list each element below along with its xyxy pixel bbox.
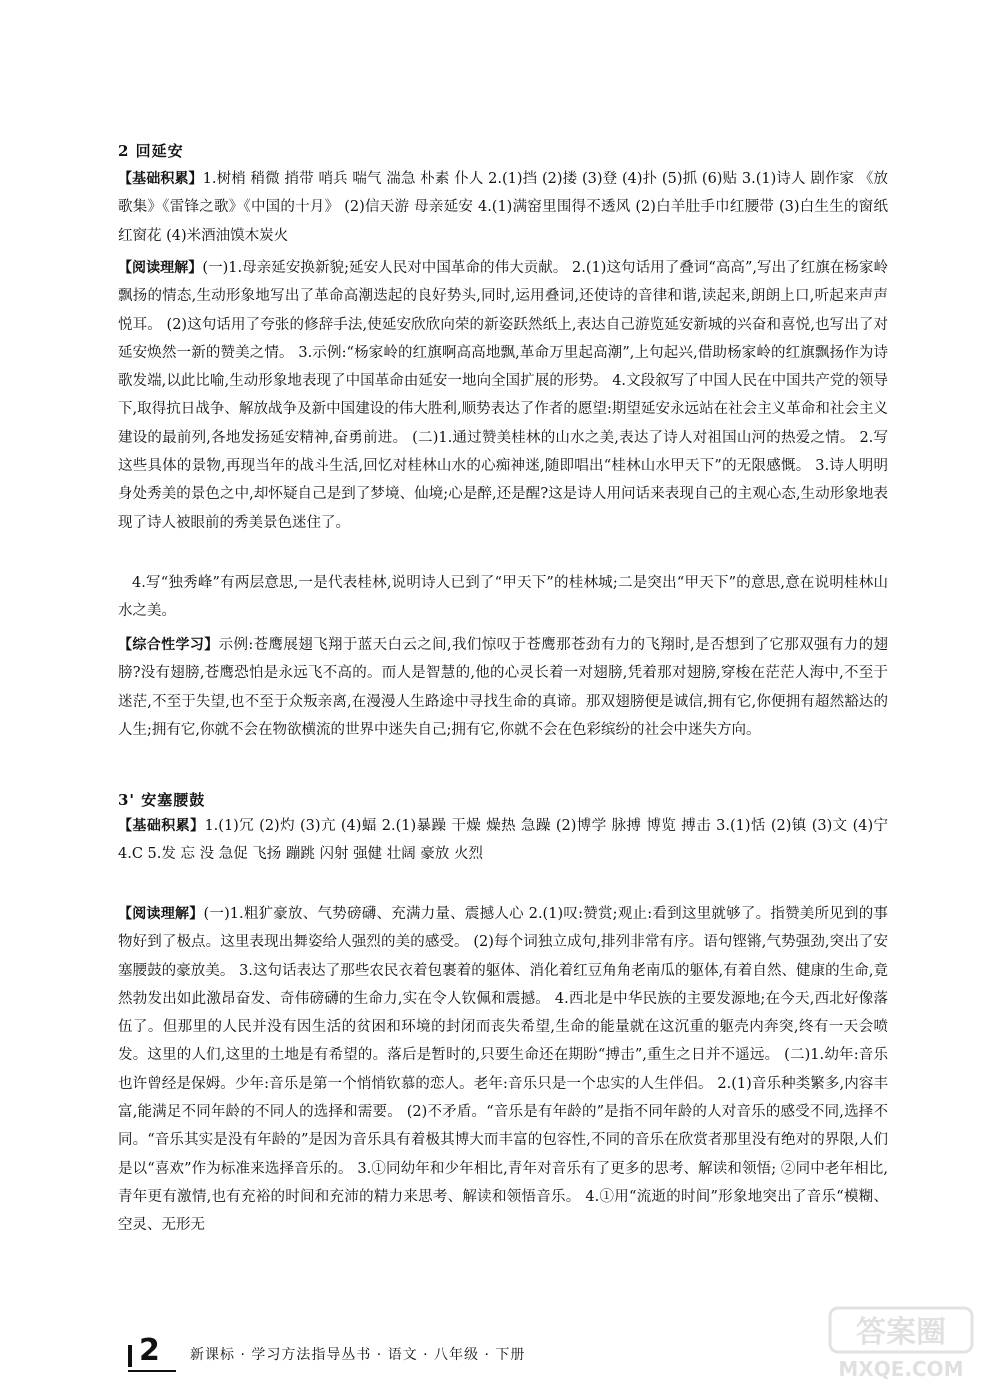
yuedu-text: (一)1.母亲延安换新貌;延安人民对中国革命的伟大贡献。 2.(1)这句话用了叠词“高高”,写出了红旗在杨家岭飘扬的情态,生动形象地写出了革命高潮迭起的良好势头,同时,运用叠词,还使诗的音律和谐,读起来,朗朗上口,听起来声声悦耳。 (2)这句话用了夸张的修辞手法,使延安欣欣向荣的新姿跃然纸上,表达自己游览延安新城的兴奋和喜悦,也写出了对延安焕然一新的赞美之情。 3.示例:“杨家岭的红旗啊高高地飘,革命万里起高潮”,上句起兴,借助杨家岭的红旗飘扬作为诗歌发端,以此比喻,生动形象地表现了中国革命由延安一地向全国扩展的形势。 4.文段叙写了中国人民在中国共产党的领导下,取得抗日战争、解放战争及新中国建设的伟大胜利,顺势表达了作者的愿望:期望延安永远站在社会主义革命和社会主义建设的最前列,各地发扬延安精神,奋勇前进。 (二)1.通过赞美桂林的山水之美,表达了诗人对祖国山河的热爱之情。 2.写这些具体的景物,再现当年的战斗生活,回忆对桂林山水的心痴神迷,随即唱出“桂林山水甲天下”的无限感慨。 3.诗人明明身处秀美的景色之中,却怀疑自己是到了梦境、仙境;心是醉,还是醒?这是诗人用问话来表现自己的主观心态,生动形象地表现了诗人被眼前的秀美景色迷住了。 (118, 260, 889, 531)
section-3-jichu (118, 812, 888, 869)
footer-underline (128, 1370, 176, 1372)
zonghe-text: 示例:苍鹰展翅飞翔于蓝天白云之间,我们惊叹于苍鹰那苍劲有力的飞翔时,是否想到了它那双强有力的翅膀?没有翅膀,苍鹰恐怕是永远飞不高的。而人是智慧的,他的心灵长着一对翅膀,凭着那对翅膀,穿梭在茫茫人海中,不至于迷茫,不至于失望,也不至于众叛亲离,在漫漫人生路途中寻找生命的真谛。那双翅膀便是诚信,拥有它,你便拥有超然豁达的人生;拥有它,你就不会在物欲横流的世界中迷失自己;拥有它,你就不会在色彩缤纷的社会中迷失方向。 (118, 637, 889, 738)
section-2-zonghe (118, 631, 888, 744)
section-2-yuedu (118, 254, 888, 537)
book-title: 新课标 · 学习方法指导丛书 · 语文 · 八年级 · 下册 (190, 1347, 526, 1363)
yuedu-tag-3: 【阅读理解】 (118, 906, 204, 922)
watermark-logo-text: 答案圈 (856, 1315, 946, 1350)
jichu-tag: 【基础积累】 (118, 171, 203, 187)
jichu-text-3: 1.(1)冗 (2)灼 (3)亢 (4)蝠 2.(1)暴躁 干燥 燥热 急躁 (2)博学 脉搏 博览 搏击 3.(1)恬 (2)镇 (3)文 (4)宁 4.C 5.发 忘 没 急促 飞扬 蹦跳 闪射 强健 壮阔 豪放 火烈 (118, 818, 889, 863)
section-2-yuedu-q4: 4.写“独秀峰”有两层意思,一是代表桂林,说明诗人已到了“甲天下”的桂林城;二是突出“甲天下”的意思,意在说明桂林山水之美。 (118, 575, 888, 620)
section-2-title: 2 回延安 (118, 142, 184, 160)
page-number: 2 (139, 1333, 160, 1368)
footer-bar (128, 1345, 132, 1367)
jichu-tag-3: 【基础积累】 (118, 818, 205, 834)
section-3-yuedu (118, 900, 888, 1240)
yuedu-tag: 【阅读理解】 (118, 260, 203, 276)
watermark-logo (826, 1304, 976, 1384)
yuedu-text-3: (一)1.粗犷豪放、气势磅礴、充满力量、震撼人心 2.(1)叹:赞赏;观止:看到这里就够了。指赞美所见到的事物好到了极点。这里表现出舞姿给人强烈的美的感受。 (2)每个词独立成句,排列非常有序。语句铿锵,气势强劲,突出了安塞腰鼓的豪放美。 3.这句话表达了那些农民衣着包裹着的躯体、消化着红豆角角老南瓜的躯体,有着自然、健康的生命,竟然勃发出如此激昂奋发、奇伟磅礴的生命力,实在令人钦佩和震撼。 4.西北是中华民族的主要发源地;在今天,西北好像落伍了。但那里的人民并没有因生活的贫困和环境的封闭而丧失希望,生命的能量就在这沉重的躯壳内奔突,终有一天会喷发。这里的人们,这里的土地是有希望的。落后是暂时的,只要生命还在期盼“搏击”,重生之日并不遥远。 (二)1.幼年:音乐也许曾经是保姆。少年:音乐是第一个悄悄钦慕的恋人。老年:音乐只是一个忠实的人生伴侣。 2.(1)音乐种类繁多,内容丰富,能满足不同年龄的不同人的选择和需要。 (2)不矛盾。“音乐是有年龄的”是指不同年龄的人对音乐的感受不同,选择不同。“音乐其实是没有年龄的”是因为音乐具有着极其博大而丰富的包容性,不同的音乐在欣赏者那里没有绝对的界限,人们是以“喜欢”作为标准来选择音乐的。 3.①同幼年和少年相比,青年对音乐有了更多的思考、解读和领悟; ②同中老年相比,青年更有激情,也有充裕的时间和充沛的精力来思考、解读和领悟音乐。 4.①用“流逝的时间”形象地突出了音乐“模糊、空灵、无形无 (118, 906, 889, 1234)
section-3-title: 3' 安塞腰鼓 (118, 791, 206, 809)
watermark-url: MXQE.COM (838, 1357, 964, 1381)
section-2-jichu (118, 165, 888, 250)
jichu-text: 1.树梢 稍微 捎带 哨兵 喘气 湍急 朴素 仆人 2.(1)挡 (2)搂 (3)登 (4)扑 (5)抓 (6)贴 3.(1)诗人 剧作家 《放歌集》《雷锋之歌》《中国的十月》 (2)信天游 母亲延安 4.(1)满窑里围得不透风 (2)白羊肚手巾红腰带 (3)白生生的窗纸红窗花 (4)米酒油馍木炭火 (118, 171, 888, 244)
zonghe-tag: 【综合性学习】 (118, 637, 219, 653)
